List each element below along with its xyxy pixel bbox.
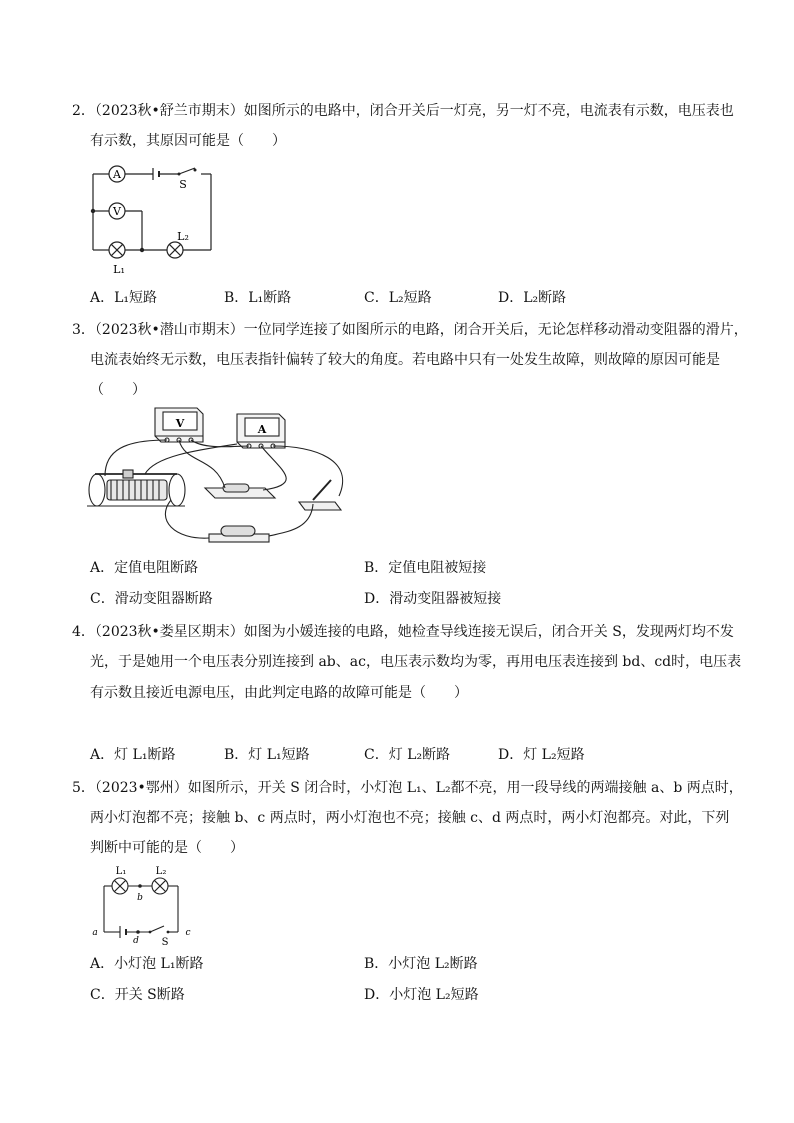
question-5-option-b[interactable]: B．小灯泡 L₂断路 [364, 956, 478, 972]
question-5-option-a[interactable]: A．小灯泡 L₁断路 [90, 956, 204, 972]
question-4-option-d[interactable]: D．灯 L₂短路 [498, 747, 585, 763]
q3-voltmeter-label: V [175, 417, 185, 430]
q5-lamp-l1-label: L₁ [115, 866, 127, 877]
question-4-option-c[interactable]: C．灯 L₂断路 [364, 747, 451, 763]
question-3-option-c[interactable]: C．滑动变阻器断路 [90, 591, 213, 607]
question-4-option-b[interactable]: B．灯 L₁短路 [224, 747, 310, 763]
question-5-circuit-diagram [88, 862, 198, 947]
question-3-line-1: 3．（2023秋•潜山市期末）一位同学连接了如图所示的电路，闭合开关后，无论怎样移动滑动变阻器的滑片， [72, 322, 748, 338]
question-5-line-3: 判断中可能的是（ ） [90, 840, 244, 856]
question-3-option-b[interactable]: B．定值电阻被短接 [364, 560, 487, 576]
question-2-option-a[interactable]: A．L₁短路 [90, 290, 158, 306]
switch-label: S [179, 178, 187, 191]
question-3-line-2: 电流表始终无示数，电压表指针偏转了较大的角度。若电路中只有一处发生故障，则故障的原因可能是 [90, 352, 720, 368]
question-4-line-3: 有示数且接近电源电压，由此判定电路的故障可能是（ ） [90, 685, 468, 701]
question-4-line-2: 光，于是她用一个电压表分别连接到 ab、ac，电压表示数均为零，再用电压表连接到 bd、cd时，电压表 [90, 654, 742, 670]
question-5-option-c[interactable]: C．开关 S断路 [90, 987, 185, 1003]
question-2-circuit-diagram [85, 160, 225, 275]
question-2-option-b[interactable]: B．L₁断路 [224, 290, 292, 306]
ammeter-label: A [113, 168, 121, 181]
question-5-line-1: 5．（2023•鄂州）如图所示，开关 S 闭合时，小灯泡 L₁、L₂都不亮，用一段导线的两端接触 a、b 两点时， [72, 780, 743, 796]
lamp-l2-label: L₂ [177, 230, 189, 243]
lamp-l1-label: L₁ [113, 263, 125, 276]
question-5-line-2: 两小灯泡都不亮；接触 b、c 两点时，两小灯泡也不亮；接触 c、d 两点时，两小灯泡都亮。对此，下列 [90, 810, 730, 826]
question-3-apparatus-diagram [85, 400, 365, 550]
q5-switch-label: S [161, 937, 169, 948]
question-4-line-1: 4．（2023秋•娄星区期末）如图为小媛连接的电路，她检查导线连接无误后，闭合开关 S，发现两灯均不发 [72, 624, 734, 640]
q5-point-b-label: b [137, 893, 143, 903]
question-2-line-2: 有示数，其原因可能是（ ） [90, 133, 286, 149]
question-2-line-1: 2．（2023秋•舒兰市期末）如图所示的电路中，闭合开关后一灯亮，另一灯不亮，电流表有示数，电压表也 [72, 103, 734, 119]
voltmeter-label: V [113, 205, 121, 218]
q5-point-a-label: a [92, 928, 98, 938]
question-3-option-d[interactable]: D．滑动变阻器被短接 [364, 591, 502, 607]
question-3-option-a[interactable]: A．定值电阻断路 [90, 560, 199, 576]
q5-point-c-label: c [185, 928, 191, 938]
q5-point-d-label: d [133, 936, 139, 946]
question-5-option-d[interactable]: D．小灯泡 L₂短路 [364, 987, 479, 1003]
question-2-option-c[interactable]: C．L₂短路 [364, 290, 432, 306]
q3-ammeter-label: A [257, 423, 267, 436]
question-4-option-a[interactable]: A．灯 L₁断路 [90, 747, 176, 763]
question-2-option-d[interactable]: D．L₂断路 [498, 290, 567, 306]
q5-lamp-l2-label: L₂ [155, 866, 167, 877]
question-3-line-3: （ ） [90, 382, 146, 398]
